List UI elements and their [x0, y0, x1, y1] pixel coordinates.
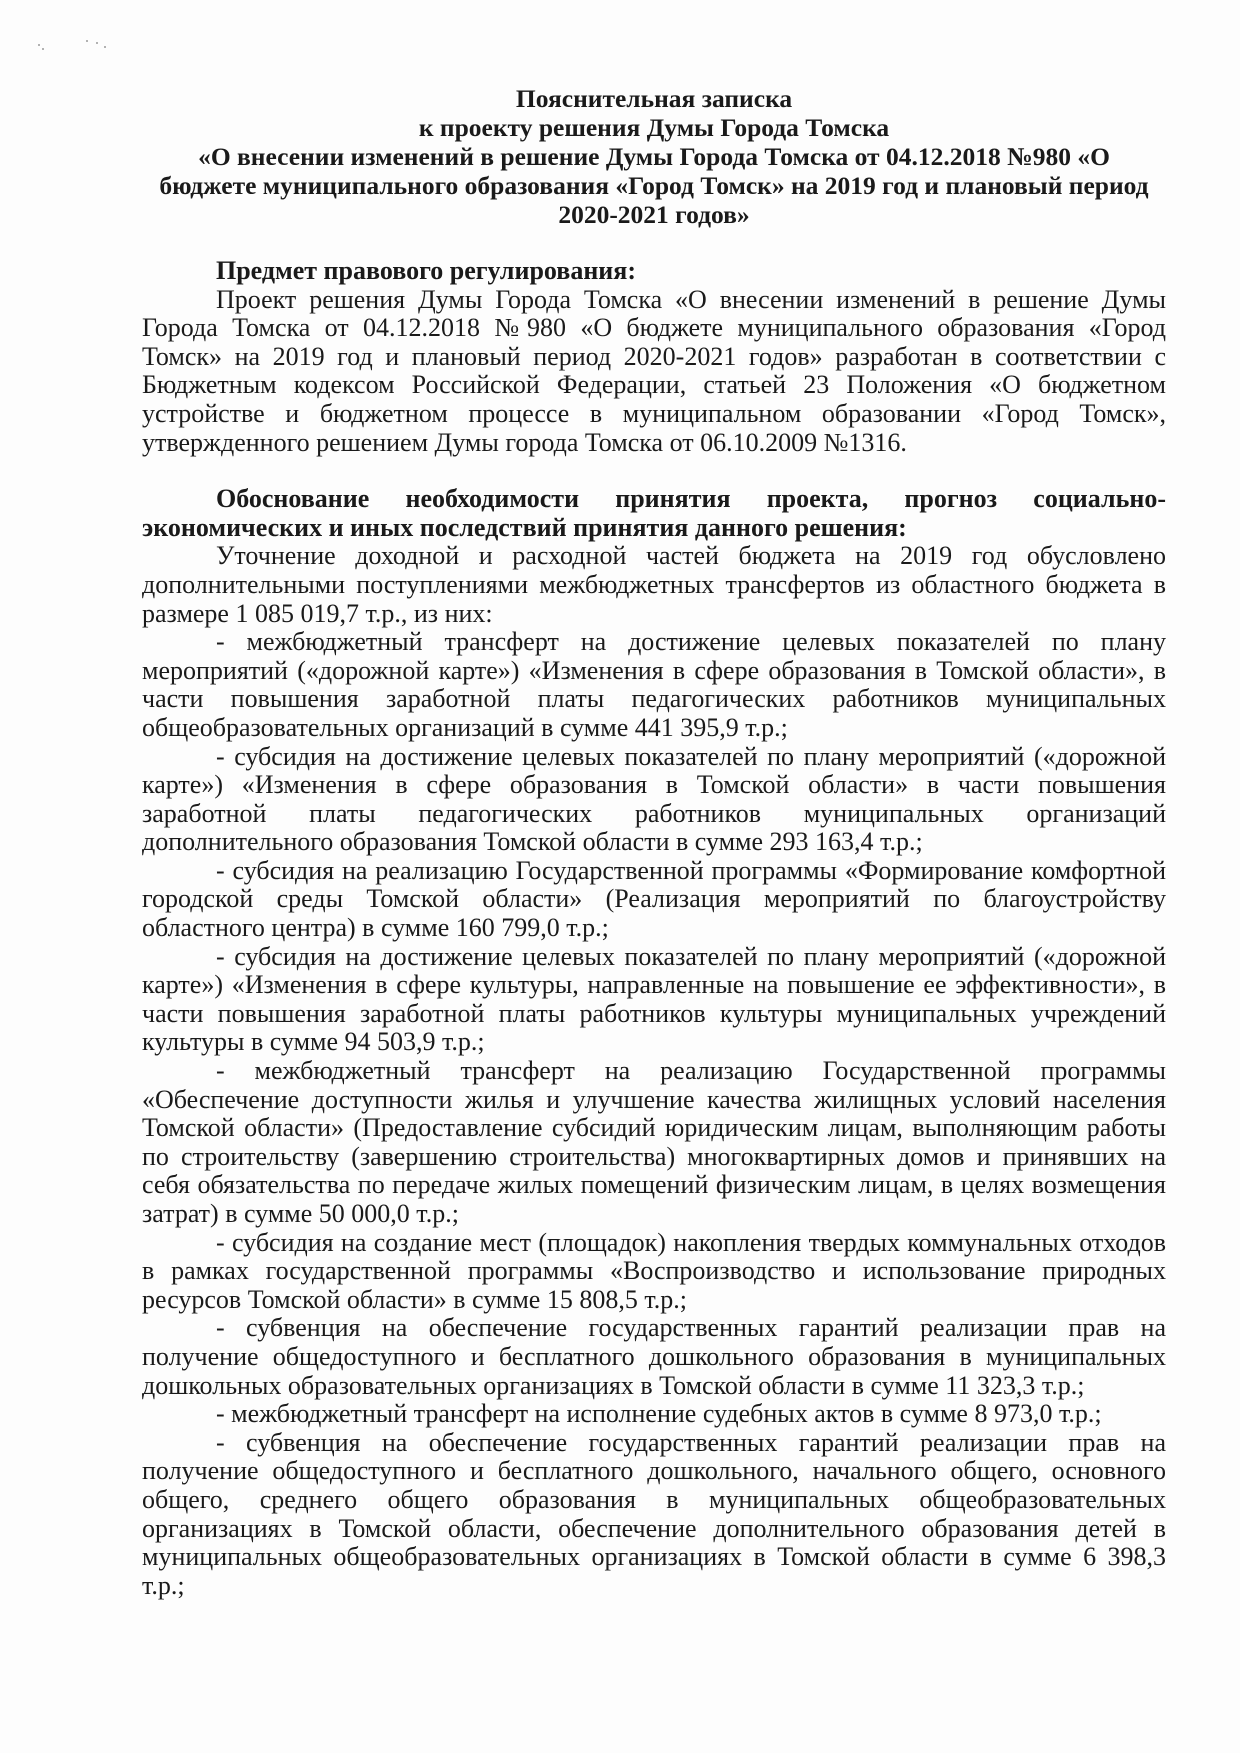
section-heading-justification: Обоснование необходимости принятия проекта, прогноз социально-экономических и иных последствий принятия данного решения: [142, 484, 1166, 542]
document-title-line-5: 2020-2021 годов» [558, 200, 750, 229]
document-body [142, 84, 1166, 1600]
list-item: - субсидия на создание мест (площадок) накопления твердых коммунальных отходов в рамках государственной программы «Воспроизводство и использование природных ресурсов Томской области» в сумме 15 808,5 т.р.; [142, 1227, 1166, 1314]
list-item: - субсидия на достижение целевых показателей по плану мероприятий («дорожной карте») «Изменения в сфере образования в Томской области» в части повышения заработной платы педагогических работников муниципальных организаций дополнительного образования Томской области в сумме 293 163,4 т.р.; [142, 741, 1166, 857]
document-title-line-1: Пояснительная записка [515, 84, 793, 113]
scan-artifact [38, 38, 118, 52]
list-item: - субвенция на обеспечение государственных гарантий реализации прав на получение общедоступного и бесплатного дошкольного, начального общего, основного общего, среднего общего образования в муниципальных общеобразовательных организациях в Томской области, обеспечение дополнительного образования детей в муниципальных общеобразовательных организациях в Томской области в сумме 6 398,3 т.р.; [142, 1427, 1166, 1600]
list-item: - межбюджетный трансферт на достижение целевых показателей по плану мероприятий («дорожной карте») «Изменения в сфере образования в Томской области», в части повышения заработной платы педагогических работников муниципальных общеобразовательных организаций в сумме 441 395,9 т.р.; [142, 627, 1166, 742]
document-title-line-3: «О внесении изменений в решение Думы Города Томска от 04.12.2018 №980 «О [198, 142, 1110, 171]
document-title-line-4: бюджете муниципального образования «Город Томск» на 2019 год и плановый период [159, 171, 1149, 200]
document-title-line-2: к проекту решения Думы Города Томска [418, 113, 890, 142]
section-heading-subject: Предмет правового регулирования: [216, 256, 636, 285]
section-text-justification-intro: Уточнение доходной и расходной частей бюджета на 2019 год обусловлено дополнительными поступлениями межбюджетных трансфертов из областного бюджета в размере 1 085 019,7 т.р., из них: [142, 541, 1166, 628]
list-item: - субсидия на реализацию Государственной программы «Формирование комфортной городской среды Томской области» (Реализация мероприятий по благоустройству областного центра) в сумме 160 799,0 т.р.; [142, 855, 1166, 943]
section-text-subject: Проект решения Думы Города Томска «О внесении изменений в решение Думы Города Томска от 04.12.2018 №980 «О бюджете муниципального образования «Город Томск» на 2019 год и плановый период 2020-2021 годов» разработан в соответствии с Бюджетным кодексом Российской Федерации, статьей 23 Положения «О бюджетном устройстве и бюджетном процессе в муниципальном образовании «Город Томск», утвержденного решением Думы города Томска от 06.10.2009 №1316. [142, 284, 1166, 457]
list-item: - субвенция на обеспечение государственных гарантий реализации прав на получение общедоступного и бесплатного дошкольного образования в муниципальных дошкольных образовательных организациях в Томской области в сумме 11 323,3 т.р.; [142, 1313, 1166, 1400]
list-item: - межбюджетный трансферт на исполнение судебных актов в сумме 8 973,0 т.р.; [216, 1399, 1102, 1429]
list-item: - субсидия на достижение целевых показателей по плану мероприятий («дорожной карте») «Изменения в сфере культуры, направленные на повышение ее эффективности», в части повышения заработной платы работников культуры муниципальных учреждений культуры в сумме 94 503,9 т.р.; [142, 941, 1166, 1057]
list-item: - межбюджетный трансферт на реализацию Государственной программы «Обеспечение доступности жилья и улучшение качества жилищных условий населения Томской области» (Предоставление субсидий юридическим лицам, выполняющим работы по строительству (завершению строительства) многоквартирных домов и принявших на себя обязательства по передаче жилых помещений физическим лицам, в целях возмещения затрат) в сумме 50 000,0 т.р.; [142, 1056, 1166, 1228]
